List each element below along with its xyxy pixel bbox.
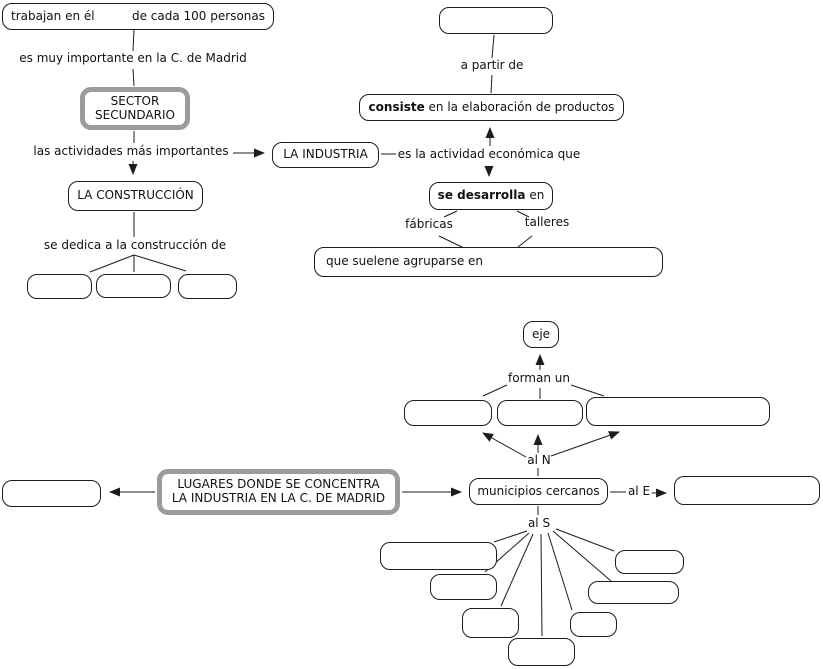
empty-node-este[interactable] <box>674 476 820 505</box>
empty-node-sur-1[interactable] <box>380 542 497 570</box>
node-trabajan-text-2: de cada 100 personas <box>131 8 265 23</box>
linking-phrase-es-muy-importante[interactable]: es muy importante en la C. de Madrid <box>19 51 247 65</box>
node-municipios-cercanos[interactable]: municipios cercanos <box>469 478 608 505</box>
node-consiste-rest: en la elaboración de productos <box>424 99 615 114</box>
empty-node-construccion-1[interactable] <box>27 274 92 299</box>
linking-phrase-talleres[interactable]: talleres <box>524 215 570 229</box>
node-sector-line2: SECUNDARIO <box>95 107 175 122</box>
empty-node-sur-6[interactable] <box>588 581 679 604</box>
node-sector-secundario[interactable] <box>80 87 190 130</box>
node-se-desarrolla-bold: se desarrolla <box>437 188 526 203</box>
node-que-suelene-agruparse[interactable]: que suelene agruparse en <box>314 247 663 277</box>
linking-phrase-al-s[interactable]: al S <box>527 516 551 530</box>
empty-node-sur-3[interactable] <box>462 608 519 638</box>
empty-node-lugares-left[interactable] <box>2 480 101 507</box>
empty-node-sur-2[interactable] <box>430 574 497 600</box>
empty-node-sur-4[interactable] <box>508 638 575 666</box>
linking-phrase-forman-un[interactable]: forman un <box>508 371 570 385</box>
node-se-desarrolla[interactable] <box>429 182 553 210</box>
empty-node-top-right[interactable] <box>439 7 553 34</box>
empty-node-sur-5[interactable] <box>570 612 617 637</box>
node-eje[interactable]: eje <box>523 321 559 348</box>
node-trabajan[interactable] <box>2 3 274 30</box>
linking-phrase-al-e[interactable]: al E <box>627 484 651 498</box>
linking-phrase-se-dedica[interactable]: se dedica a la construcción de <box>43 238 227 252</box>
node-la-industria[interactable]: LA INDUSTRIA <box>272 142 379 168</box>
linking-phrase-fabricas[interactable]: fábricas <box>405 217 453 231</box>
linking-phrase-a-partir-de[interactable]: a partir de <box>460 58 524 72</box>
empty-node-construccion-2[interactable] <box>96 274 171 298</box>
node-lugares-line1: LUGARES DONDE SE CONCENTRA <box>177 477 380 492</box>
node-consiste[interactable] <box>359 94 624 121</box>
node-sector-line1: SECTOR <box>110 93 160 108</box>
empty-node-sur-7[interactable] <box>615 550 684 574</box>
node-lugares[interactable] <box>157 469 400 515</box>
empty-node-norte-3[interactable] <box>586 397 770 426</box>
empty-node-construccion-3[interactable] <box>178 274 237 299</box>
empty-node-norte-1[interactable] <box>404 400 492 426</box>
node-trabajan-text-1: trabajan en él <box>11 8 95 23</box>
linking-phrase-al-n[interactable]: al N <box>527 453 551 467</box>
node-la-construccion[interactable]: LA CONSTRUCCIÓN <box>68 181 203 211</box>
node-consiste-bold: consiste <box>368 99 425 114</box>
linking-phrase-actividades[interactable]: las actividades más importantes <box>33 144 229 158</box>
node-lugares-line2: LA INDUSTRIA EN LA C. DE MADRID <box>171 491 386 505</box>
empty-node-norte-2[interactable] <box>497 400 583 426</box>
linking-phrase-es-actividad[interactable]: es la actividad económica que <box>397 147 581 161</box>
node-se-desarrolla-rest: en <box>525 188 545 203</box>
